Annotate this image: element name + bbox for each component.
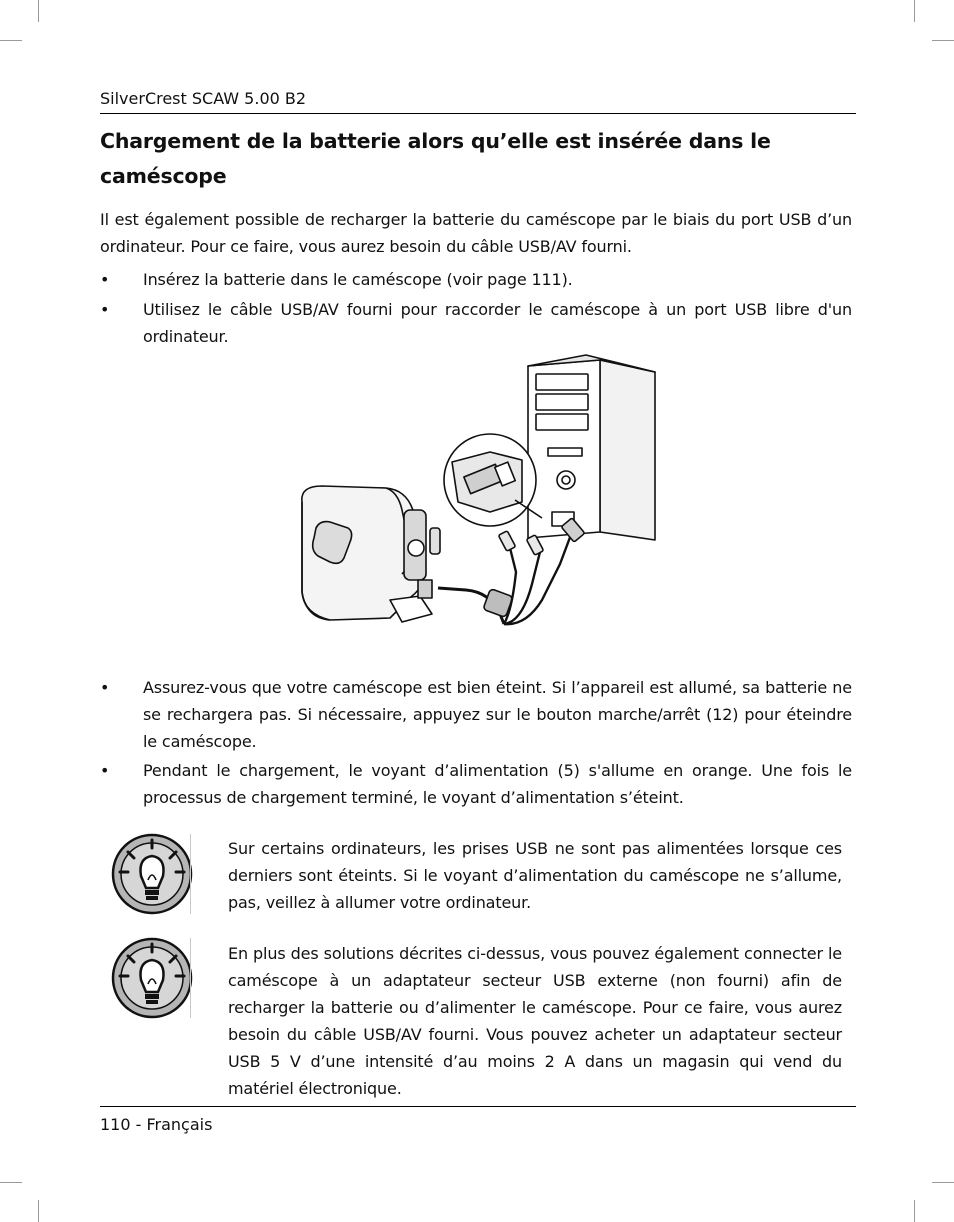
intro-paragraph: Il est également possible de recharger la batterie du caméscope par le biais du port USB d’un ordinateur. Pour ce faire, vous aurez besoin du câble USB/AV fourni. — [100, 210, 852, 256]
tip-divider — [190, 938, 191, 1018]
list-item-text: Utilisez le câble USB/AV fourni pour raccorder le caméscope à un port USB libre d'un ordinateur. — [143, 300, 852, 346]
crop-mark — [0, 1182, 22, 1183]
crop-mark — [38, 0, 39, 22]
pc-tower-side — [600, 360, 655, 540]
footer-divider — [100, 1106, 856, 1107]
crop-mark — [932, 40, 954, 41]
crop-mark — [38, 1200, 39, 1222]
crop-mark — [914, 1200, 915, 1222]
tip-text: En plus des solutions décrites ci-dessus, vous pouvez également connecter le caméscope à un adaptateur secteur USB externe (non fourni) afin de recharger la batterie ou d’alimenter le caméscope. Pour ce faire, vous aurez besoin du câble USB/AV fourni. Vous pouvez acheter un adaptateur secteur USB 5 V d’une intensité d’au moins 2 A dans un magasin qui vend du matériel électronique. — [228, 944, 842, 1098]
lightbulb-icon — [108, 832, 196, 916]
crop-mark — [932, 1182, 954, 1183]
list-item — [100, 296, 852, 350]
list-item-text: Insérez la batterie dans le caméscope (voir page 111). — [143, 270, 573, 289]
crop-mark — [914, 0, 915, 22]
camcorder-pc-connection-illustration — [290, 352, 660, 642]
bullet-icon: • — [100, 761, 110, 780]
list-item — [100, 674, 852, 755]
bullet-icon: • — [100, 300, 110, 319]
list-item — [100, 266, 852, 293]
tip-divider — [190, 834, 191, 914]
crop-mark — [0, 40, 22, 41]
page-footer: 110 - Français — [100, 1115, 213, 1134]
tip-text: Sur certains ordinateurs, les prises USB ne sont pas alimentées lorsque ces derniers sont éteints. Si le voyant d’alimentation du caméscope ne s’allume, pas, veillez à allumer votre ordinateur. — [228, 839, 842, 912]
bullet-icon: • — [100, 678, 110, 697]
lightbulb-icon — [108, 936, 196, 1020]
list-item — [100, 757, 852, 811]
list-item-text: Pendant le chargement, le voyant d’alimentation (5) s'allume en orange. Une fois le processus de chargement terminé, le voyant d’alimentation s’éteint. — [143, 761, 852, 807]
list-item-text: Assurez-vous que votre caméscope est bien éteint. Si l’appareil est allumé, sa batterie ne se rechargera pas. Si nécessaire, appuyez sur le bouton marche/arrêt (12) pour éteindre le caméscope. — [143, 678, 852, 751]
header-divider — [100, 113, 856, 114]
bullet-icon: • — [100, 270, 110, 289]
page-header: SilverCrest SCAW 5.00 B2 — [100, 89, 307, 108]
section-title: Chargement de la batterie alors qu’elle est insérée dans le caméscope — [100, 129, 771, 188]
battery-flap — [390, 596, 432, 622]
